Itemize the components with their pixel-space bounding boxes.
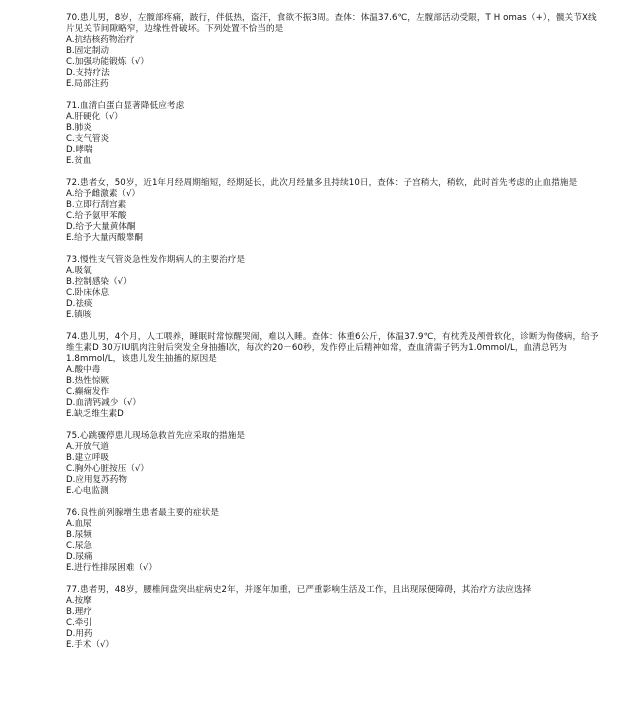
question-73 (66, 255, 602, 321)
question-stem: 73.慢性支气管炎急性发作期病人的主要治疗是 (66, 255, 246, 265)
option-e: E.缺乏维生素D (66, 409, 124, 419)
option-d: D.支持疗法 (66, 68, 110, 78)
option-e: E.进行性排尿困难（√） (66, 563, 157, 573)
option-c: C.癫痫发作 (66, 387, 110, 397)
question-stem: 70.患儿男，8岁，左髋部疼痛，跛行，伴低热，盗汗，食欲不振3周。查体：体温37.6℃，左髋部活动受限，T H omas（+），髋关节X线片见关节间隙略窄，边缘性骨破坏。下列处置不恰当的是 (66, 13, 597, 34)
question-75 (66, 431, 602, 497)
option-c: C.尿急 (66, 541, 92, 551)
option-c: C.给予氨甲苯酸 (66, 211, 127, 221)
option-a: A.吸氧 (66, 266, 92, 276)
question-70 (66, 13, 602, 90)
option-e: E.给予大量丙酸睾酮 (66, 233, 143, 243)
option-c: C.卧床休息 (66, 288, 110, 298)
option-b: B.理疗 (66, 607, 92, 617)
question-stem: 71.血清白蛋白显著降低应考虑 (66, 101, 185, 111)
option-a: A.给予雌激素（√） (66, 189, 141, 199)
option-b: B.固定制动 (66, 46, 110, 56)
option-b: B.立即行刮宫素 (66, 200, 127, 210)
question-71 (66, 101, 602, 167)
option-c: C.支气管炎 (66, 134, 110, 144)
option-c: C.牵引 (66, 618, 92, 628)
question-74 (66, 332, 602, 420)
option-b: B.控制感染（√） (66, 277, 132, 287)
question-72 (66, 178, 602, 244)
option-b: B.肺炎 (66, 123, 92, 133)
option-e: E.手术（√） (66, 640, 115, 650)
option-a: A.抗结核药物治疗 (66, 35, 135, 45)
question-stem: 75.心跳骤停患儿现场急救首先应采取的措施是 (66, 431, 246, 441)
question-stem: 74.患儿男，4个月，人工喂养，睡眠时常惊醒哭闹，难以入睡。查体：体重6公斤，体温37.9℃，有枕秃及颅骨软化，诊断为佝偻病，给予维生素D 30万IU肌肉注射后突发全身抽搐l次，每次约20－60秒，发作停止后精神如常，查血清需子钙为1.0mmol/L，血清总钙为1.8mmol/L，该患儿发生抽搐的原因是 (66, 332, 599, 364)
option-b: B.热性惊厥 (66, 376, 110, 386)
option-d: D.应用复苏药物 (66, 475, 127, 485)
option-d: D.哮喘 (66, 145, 93, 155)
option-c: C.加强功能锻炼（√） (66, 57, 149, 67)
option-a: A.肝硬化（√） (66, 112, 123, 122)
option-d: D.用药 (66, 629, 93, 639)
option-e: E.心电监测 (66, 486, 109, 496)
question-stem: 77.患者男，48岁，腰椎间盘突出症病史2年，并逐年加重，已严重影响生活及工作，且出现尿便障碍，其治疗方法应选择 (66, 585, 532, 595)
option-a: A.血尿 (66, 519, 92, 529)
option-a: A.酸中毒 (66, 365, 101, 375)
option-e: E.局部注药 (66, 79, 109, 89)
option-e: E.镇咳 (66, 310, 92, 320)
question-stem: 72.患者女，50岁，近1年月经周期缩短，经期延长，此次月经量多且持续10日，查体：子宫稍大，稍软，此时首先考虑的止血措施是 (66, 178, 578, 188)
question-77 (66, 585, 602, 651)
option-b: B.建立呼吸 (66, 453, 110, 463)
question-76 (66, 508, 602, 574)
question-stem: 76.良性前列腺增生患者最主要的症状是 (66, 508, 220, 518)
option-e: E.贫血 (66, 156, 92, 166)
option-d: D.祛痰 (66, 299, 93, 309)
option-d: D.给予大量黄体酮 (66, 222, 136, 232)
option-a: A.开放气道 (66, 442, 109, 452)
option-d: D.尿痛 (66, 552, 93, 562)
option-d: D.血清钙减少（√） (66, 398, 141, 408)
option-a: A.按摩 (66, 596, 92, 606)
option-c: C.胸外心脏按压（√） (66, 464, 149, 474)
option-b: B.尿频 (66, 530, 92, 540)
